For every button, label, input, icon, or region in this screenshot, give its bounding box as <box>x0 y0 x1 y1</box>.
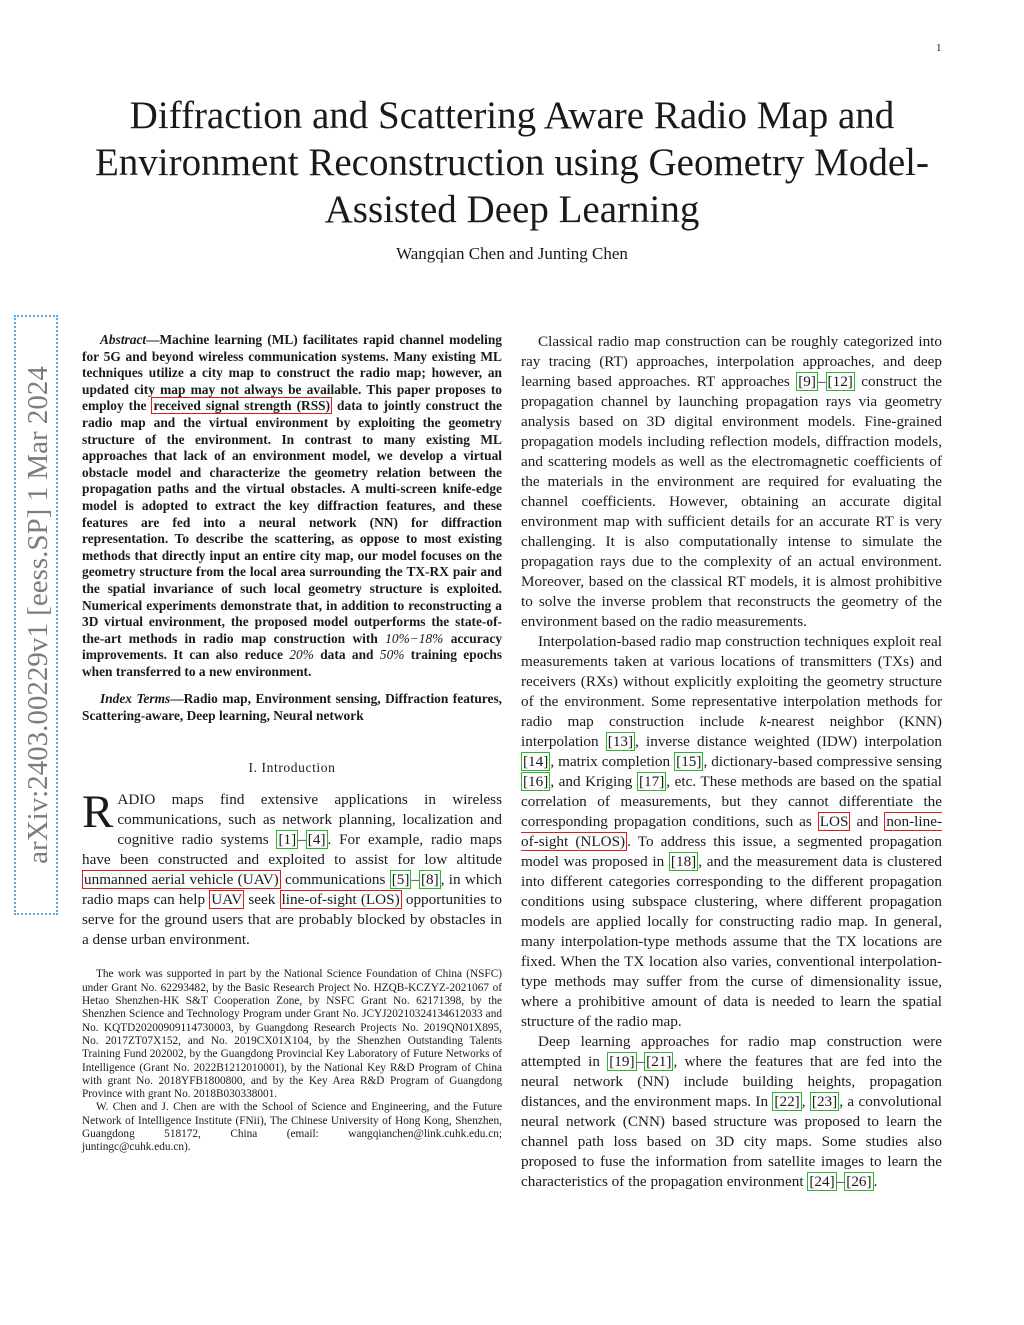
footnotes <box>82 968 502 1154</box>
citation-link[interactable]: [22] <box>774 1093 800 1110</box>
citation-link[interactable]: [21] <box>646 1053 672 1070</box>
citation-link[interactable]: [4] <box>307 831 326 849</box>
footnote-funding: The work was supported in part by the National Science Foundation of China (NSFC) under Grant No. 62293482, by the Basic Research Project No. HZQB-KCZYZ-2021067 of Hetao Shenzhen-HK S&T Cooperation Zone, by NSFC Grant No. 62171398, by the Shenzhen Science and Technology Program under Grant No. JCYJ20210324134612033 and No. KQTD20200909114730003, by Guangdong Research Projects No. 2019QN01X895, No. 2017ZT07X152, and No. 2019CX01X104, by the Shenzhen Outstanding Talents Training Fund 202002, by the Guangdong Provincial Key Laboratory of Future Networks of Intelligence (Grant No. 2022B1212010001), by the National Key R&D Program of China with grant No. 2018YFB1800800, and by the Key Area R&D Program of Guangdong Province with grant No. 2018B030338001. <box>82 968 502 1101</box>
paper-title: Diffraction and Scattering Aware Radio Map and Environment Reconstruction using Geometry Model-Assisted Deep Learning <box>94 94 929 231</box>
math-accuracy: 10%−18% <box>385 630 444 646</box>
citation-link[interactable]: [13] <box>607 733 634 750</box>
paragraph-deep-learning: Deep learning approaches for radio map construction were attempted in [19] – [21] , where the features that are fed into the neural network (NN) include building heights, propagation distances, and the environment maps. In [22] , [23] , a convolutional neural network (CNN) based structure was proposed to learn the channel path loss based on 3D city maps. Some studies also proposed to fuse the information from satellite images to learn the characteristics of the propagation environment [24] – [26] . <box>521 1033 943 1190</box>
acronym-link-rss[interactable]: received signal strength (RSS) <box>153 398 331 414</box>
math-epoch-reduction: 50% <box>379 647 405 663</box>
citation-link[interactable]: [19] <box>609 1053 635 1070</box>
intro-paragraph: RADIO maps find extensive applications in wireless communications, such as network planning, localization and cognitive radio systems [1] – [4] . For example, radio maps have been constructed and exploited to assist for low altitude unmanned aerial vehicle (UAV) communications [5] – [8] , in which radio maps can help UAV seek line-of-sight (LOS) opportunities to serve for the ground users that are probably blocked by obstacles in a dense urban environment. <box>82 786 502 949</box>
citation-link[interactable]: [16] <box>523 773 549 790</box>
right-column <box>521 332 942 1192</box>
acronym-link-los[interactable]: LOS <box>819 813 849 830</box>
section-heading-introduction: I. Introduction <box>248 760 336 776</box>
citation-link[interactable]: [14] <box>523 753 549 770</box>
paragraph-interpolation: Interpolation-based radio map construction techniques exploit real measurements taken at various locations of transmitters (TXs) and receivers (RXs) without explicitly exploiting the geometry structure of the environment. Some representative interpolation methods for radio map construction include k-nearest neighbor (KNN) interpolation [13] , inverse distance weighted (IDW) interpolation [14] , matrix completion [15] , dictionary-based compressive sensing [16] , and Kriging [17] , etc. These methods are based on the spatial correlation of measurements, but they cannot differentiate the corresponding propagation conditions, such as LOS and non-line-of-sight (NLOS) . To address this issue, a segmented propagation model was proposed in [18] , and the measurement data is clustered into different categories corresponding to the different propagation conditions using subspace clustering, where different propagation models are applied locally for constructing radio map. In general, many interpolation-type methods assume that the TX locations are fixed. When the TX location also varies, conventional interpolation-type methods may suffer from the curse of dimensionality issue, where a prohibitive amount of data is needed to learn the spatial structure of the radio map. <box>521 633 942 1030</box>
abstract: Abstract—Machine learning (ML) facilitates rapid channel modeling for 5G and beyond wireless communication systems. Many existing ML techniques utilize a city map to construct the radio map; however, an updated city map may not always be available. This paper proposes to employ the received signal strength (RSS) data to jointly construct the radio map and the virtual environment by exploiting the geometry structure of the environment. In contrast to many existing ML approaches that lack of an environment model, we develop a virtual obstacle model and characterize the geometry relation between the propagation paths and the virtual obstacles. A multi-screen knife-edge model is adopted to extract the key diffraction features, and these features are fed into a neural network (NN) for diffraction representation. To describe the scattering, as oppose to most existing methods that directly input an entire city map, our model focuses on the geometry structure from the local area surrounding the TX-RX pair and the spatial invariance of such local geometry structure is exploited. Numerical experiments demonstrate that, in addition to reconstructing a 3D virtual environment, the proposed model outperforms the state-of-the-art methods in radio map construction with 10%−18% accuracy improvements. It can also reduce 20% data and 50% training epochs when transferred to a new environment. <box>82 332 503 679</box>
citation-link[interactable]: [15] <box>676 753 702 770</box>
citation-link[interactable]: [18] <box>670 853 697 870</box>
paragraph-classical-radio-map: Classical radio map construction can be roughly categorized into ray tracing (RT) approaches, interpolation approaches, and deep learning based approaches. RT approaches [9] – [12] construct the propagation channel by launching propagation rays via geometry analysis based on 3D digital environment models. Fine-grained propagation models including reflection models, diffraction models, and scattering models as well as the electromagnetic coefficients of the materials in the environment are required for evaluating the channel coefficients. However, obtaining an accurate digital environment map with sufficient details for an accurate RT is very challenging. It is also computationally intense to simulate the propagation rays due to the complexity of an actual environment. Moreover, based on the classical RT models, it is almost prohibitive to solve the inverse problem that reconstructs the geometry of the environment based on the radio measurements. <box>521 333 942 630</box>
math-data-reduction: 20% <box>289 647 314 663</box>
citation-link[interactable]: [26] <box>846 1173 872 1190</box>
citation-link[interactable]: [17] <box>638 773 665 790</box>
citation-link[interactable]: [23] <box>811 1093 838 1110</box>
citation-link[interactable]: [24] <box>809 1173 835 1190</box>
acronym-link-los-full[interactable]: line-of-sight (LOS) <box>281 891 400 909</box>
abstract-label: Abstract <box>100 332 147 347</box>
acronym-link-nlos[interactable]: non-line-of-sight (NLOS) <box>521 813 942 850</box>
math-k: k <box>759 713 767 730</box>
paper-authors: Wangqian Chen and Junting Chen <box>396 244 628 263</box>
index-terms-label: Index Terms <box>100 691 171 707</box>
page-number: 1 <box>936 42 942 54</box>
acronym-link-uav-full[interactable]: unmanned aerial vehicle (UAV) <box>84 871 279 889</box>
citation-link[interactable]: [9] <box>798 373 816 390</box>
citation-link[interactable]: [8] <box>421 871 439 889</box>
citation-link[interactable]: [12] <box>827 373 853 390</box>
acronym-link-uav[interactable]: UAV <box>211 891 243 909</box>
footnote-affiliation: W. Chen and J. Chen are with the School of Science and Engineering, and the Future Network of Intelligence Institute (FNii), The Chinese University of Hong Kong, Shenzhen, Guangdong 518172, China (email: wangqianchen@link.cuhk.edu.cn; juntingc@cuhk.edu.cn). <box>82 1101 502 1154</box>
left-column <box>82 332 502 1155</box>
drop-cap: R <box>82 786 114 839</box>
arxiv-stamp[interactable]: arXiv:2403.00229v1 [eess.SP] 1 Mar 2024 <box>14 315 58 915</box>
citation-link[interactable]: [1] <box>278 831 297 849</box>
citation-link[interactable]: [5] <box>391 871 410 889</box>
index-terms: Index Terms—Radio map, Environment sensing, Diffraction features, Scattering-aware, Deep learning, Neural network <box>82 691 502 724</box>
